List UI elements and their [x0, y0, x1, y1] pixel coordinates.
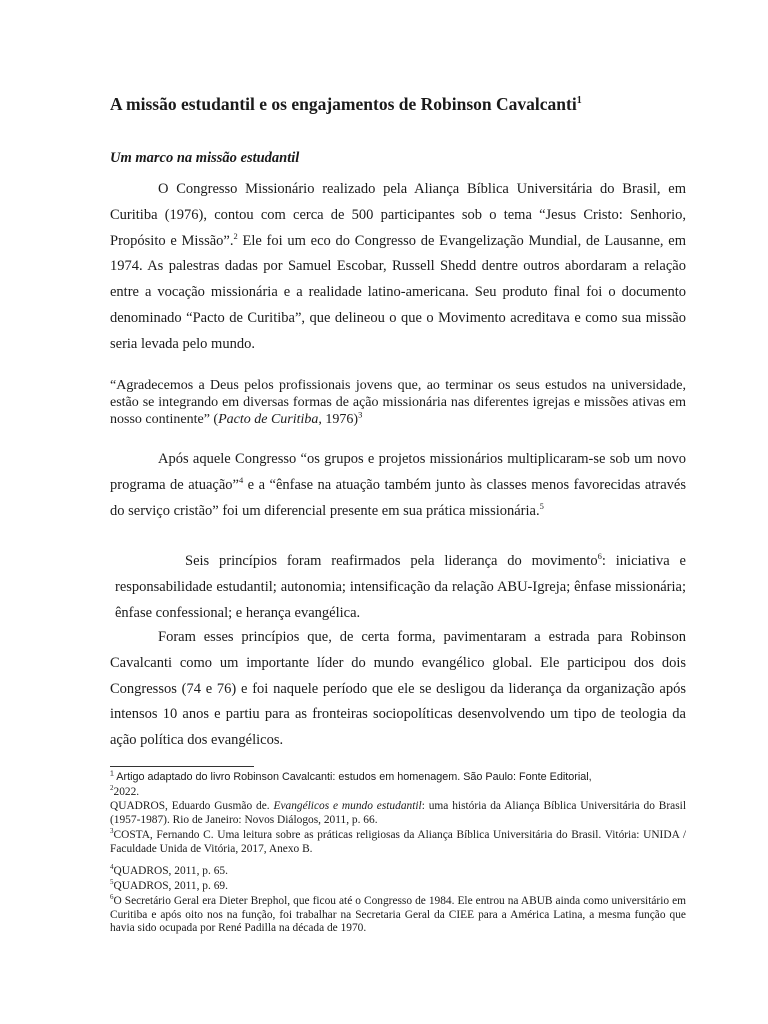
footnote-2-number — [110, 786, 686, 800]
paragraph-2-text-b: e a “ênfase na atuação também junto às classes menos favorecidas através do serviço cristão” foi um diferencial presente em sua prática missionária. — [110, 476, 686, 519]
footnote-text: QUADROS, 2011, p. 65. — [113, 865, 228, 877]
section-heading: Um marco na missão estudantil — [110, 150, 300, 166]
footnote-separator — [110, 766, 254, 767]
paragraph-4 — [110, 625, 686, 754]
paragraph-3-text-a: Seis princípios foram reafirmados pela liderança do movimento — [185, 553, 598, 569]
footnote-book-title: Evangélicos e mundo estudantil — [273, 800, 422, 812]
block-quote — [110, 377, 686, 428]
quote-citation: Pacto de Curitiba — [218, 412, 319, 427]
title-text: A missão estudantil e os engajamentos de Robinson Cavalcanti — [110, 94, 577, 114]
paragraph-2 — [110, 447, 686, 524]
paragraph-3 — [115, 549, 686, 626]
footnote-6 — [110, 895, 686, 936]
footnote-text: O Secretário Geral era Dieter Brephol, que ficou até o Congresso de 1984. Ele entrou na ABUB ainda como universitário em Curitiba e após oito nos na função, foi trabalhar na Secretaria Geral da CIEE para a América Latina, a mesma função que havia sido ocupada por René Padilla na década de 1970. — [110, 895, 686, 935]
footnote-text-a: QUADROS, Eduardo Gusmão de. — [110, 800, 274, 812]
paragraph-4-text: Foram esses princípios que, de certa forma, pavimentaram a estrada para Robinson Cavalcanti como um importante líder do mundo evangélico global. Ele participou dos dois Congressos (74 e 76) e foi naquele período que ele se desligou da liderança da organização após intensos 10 anos e partiu para as fronteiras sociopolíticas desenvolvendo um tipo de teologia da ação política dos evangélicos. — [110, 629, 686, 749]
paragraph-3-text-b: : iniciativa e responsabilidade estudantil; autonomia; intensificação da relação ABU-Igreja; ênfase missionária; ênfase confessional; e herança evangélica. — [115, 553, 686, 621]
footnote-year: 2022. — [113, 786, 140, 798]
paragraph-1-text-a: O Congresso Missionário realizado pela Aliança Bíblica Universitária do Brasil, em Curitiba (1976), contou com cerca de 500 participantes sob o tema “Jesus Cristo: Senhorio, Propósito e Missão”. — [110, 181, 686, 249]
title-footnote-ref: 1 — [576, 95, 582, 107]
footnote-text: COSTA, Fernando C. Uma leitura sobre as práticas religiosas da Aliança Bíblica Universitária do Brasil. Vitória: UNIDA / Faculdade Unida de Vitória, 2017, Anexo B. — [110, 829, 686, 855]
footnote-ref-5: 5 — [539, 500, 544, 511]
footnote-number: 5 — [110, 878, 114, 887]
footnote-number: 1 — [110, 770, 114, 778]
footnote-ref-4: 4 — [238, 474, 244, 485]
footnote-text: QUADROS, 2011, p. 69. — [113, 880, 228, 892]
footnote-number: 6 — [110, 893, 114, 902]
footnote-number: 3 — [110, 827, 114, 836]
footnote-1 — [110, 771, 686, 785]
footnote-text-b: : uma história da Aliança Bíblica Universitária do Brasil (1957-1987). Rio de Janeiro: Novos Diálogos, 2011, p. 66. — [110, 800, 686, 826]
footnote-text: Artigo adaptado do livro Robinson Cavalcanti: estudos em homenagem. São Paulo: Fonte Editorial, — [113, 771, 592, 783]
footnote-2 — [110, 800, 686, 827]
footnote-number: 2 — [110, 784, 114, 793]
footnote-ref-6: 6 — [597, 551, 602, 562]
footnote-number: 4 — [110, 863, 114, 872]
footnote-ref-2: 2 — [233, 230, 238, 241]
paragraph-1 — [110, 177, 686, 358]
footnote-5 — [110, 880, 686, 894]
paragraph-2-text-a: Após aquele Congresso “os grupos e projetos missionários multiplicaram-se sob um novo programa de atuação” — [110, 451, 686, 493]
page-title — [110, 94, 582, 115]
quote-text: “Agradecemos a Deus pelos profissionais jovens que, ao terminar os seus estudos na universidade, estão se integrando em diversas formas de ação missionária nas diferentes igrejas e missões ativas em nosso continente” ( — [110, 378, 686, 427]
quote-year: , 1976) — [318, 412, 359, 427]
footnote-3 — [110, 829, 686, 856]
footnote-4 — [110, 865, 686, 879]
footnote-ref-3: 3 — [358, 409, 363, 420]
paragraph-1-text-b: Ele foi um eco do Congresso de Evangelização Mundial, de Lausanne, em 1974. As palestras dadas por Samuel Escobar, Russell Shedd dentre outros abordaram a relação entre a vocação missionária e a realidade latino-americana. Seu produto final foi o documento denominado “Pacto de Curitiba”, que delineou o que o Movimento acreditava e como sua missão seria levada pelo mundo. — [110, 232, 687, 352]
